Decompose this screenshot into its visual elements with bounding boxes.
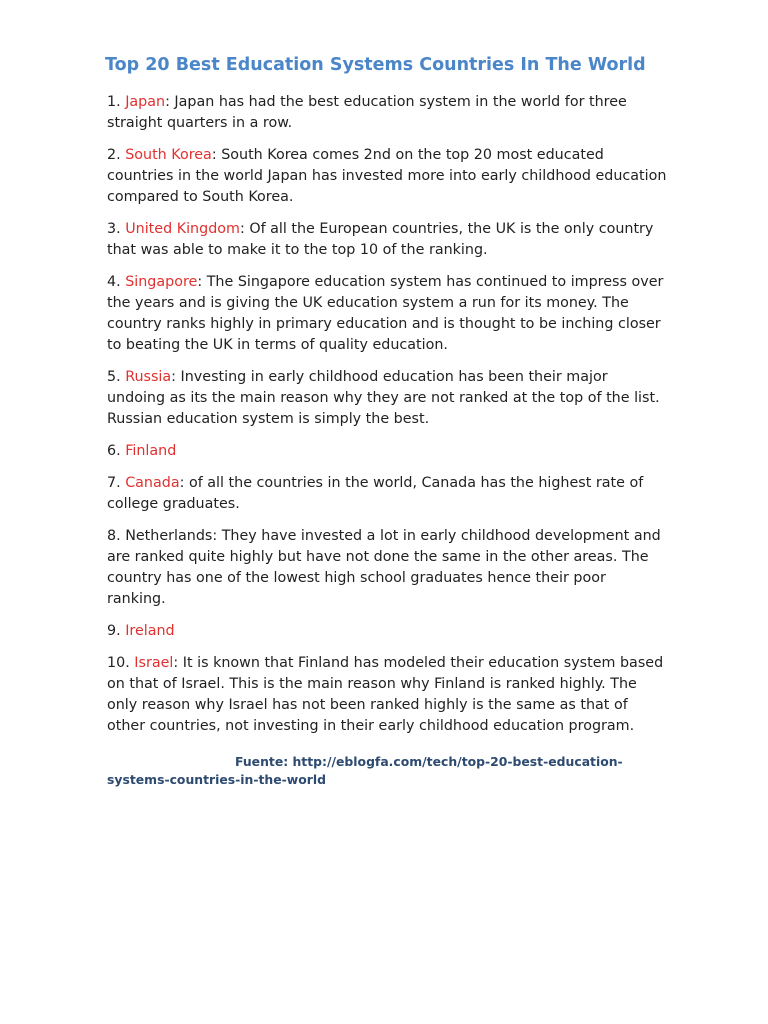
country-name: Russia — [125, 369, 172, 385]
item-number: 8. — [107, 528, 126, 544]
item-text: Netherlands: They have invested a lot in early childhood development and are ranked quite highly but have not done the same in the other areas. The country has one of the lowest high school graduates hence their poor ranking. — [107, 528, 661, 607]
country-name: United Kingdom — [125, 221, 240, 237]
item-text: : of all the countries in the world, Canada has the highest rate of college graduates. — [107, 475, 644, 512]
list-item-4 — [107, 272, 667, 356]
item-text: : Investing in early childhood education has been their major undoing as its the main reason why they are not ranked at the top of the list. Russian education system is simply the best. — [107, 369, 660, 427]
item-number: 2. — [107, 147, 126, 163]
item-text: : South Korea comes 2nd on the top 20 most educated countries in the world Japan has invested more into early childhood education compared to South Korea. — [107, 147, 667, 205]
item-text: : It is known that Finland has modeled their education system based on that of Israel. This is the main reason why Finland is ranked highly. The only reason why Israel has not been ranked highly is the same as that of other countries, not investing in their early childhood education program. — [107, 655, 664, 734]
list-item-6 — [107, 441, 667, 462]
list-item-5 — [107, 367, 667, 430]
country-name: Finland — [125, 443, 177, 459]
country-name: South Korea — [125, 147, 212, 163]
source-link-continuation[interactable]: systems-countries-in-the-world — [107, 772, 326, 787]
country-name: Canada — [125, 475, 180, 491]
list-item-1 — [107, 92, 667, 134]
source-link[interactable]: Fuente: http://eblogfa.com/tech/top-20-best-education- — [235, 754, 623, 769]
country-name: Japan — [125, 94, 166, 110]
item-text: : Of all the European countries, the UK is the only country that was able to make it to the top 10 of the ranking. — [107, 221, 654, 258]
item-number: 9. — [107, 623, 126, 639]
list-item-3 — [107, 219, 667, 261]
item-number: 3. — [107, 221, 126, 237]
list-item-8 — [107, 526, 667, 610]
item-number: 10. — [107, 655, 135, 671]
page-title: Top 20 Best Education Systems Countries In The World — [105, 55, 646, 75]
list-item-9 — [107, 621, 667, 642]
list-item-7 — [107, 473, 667, 515]
item-number: 5. — [107, 369, 126, 385]
country-name: Singapore — [125, 274, 198, 290]
list-item-2 — [107, 145, 667, 208]
country-name: Israel — [134, 655, 174, 671]
item-number: 7. — [107, 475, 126, 491]
document-page — [107, 52, 667, 789]
item-text: : Japan has had the best education system in the world for three straight quarters in a row. — [107, 94, 627, 131]
item-text: : The Singapore education system has continued to impress over the years and is giving the UK education system a run for its money. The country ranks highly in primary education and is thought to be inching closer to beating the UK in terms of quality education. — [107, 274, 664, 353]
source-citation — [107, 753, 667, 789]
item-number: 6. — [107, 443, 126, 459]
item-number: 1. — [107, 94, 126, 110]
list-item-10 — [107, 653, 667, 737]
item-number: 4. — [107, 274, 126, 290]
country-name: Ireland — [125, 623, 175, 639]
